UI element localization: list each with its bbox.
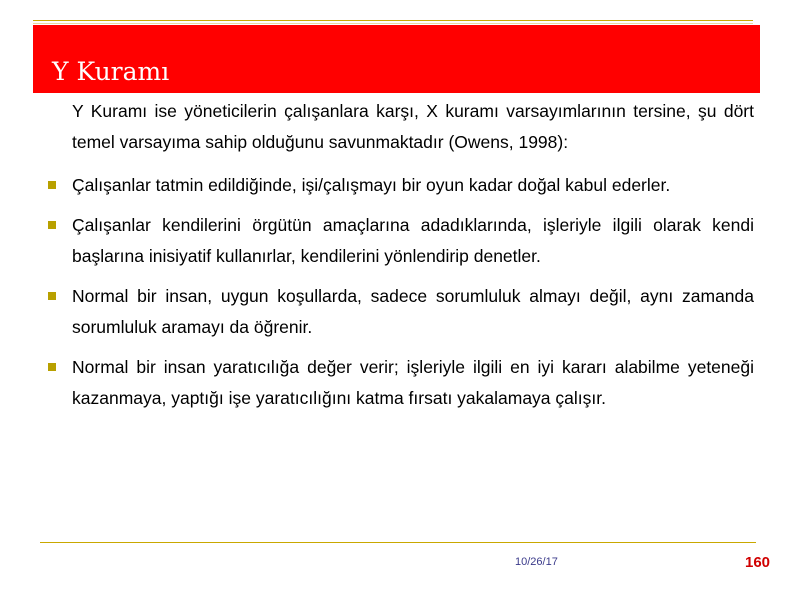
slide-content	[44, 96, 754, 423]
footer-date: 10/26/17	[515, 556, 558, 568]
bullet-text: Çalışanlar tatmin edildiğinde, işi/çalışmayı bir oyun kadar doğal kabul ederler.	[72, 175, 671, 195]
bullet-text: Normal bir insan, uygun koşullarda, sadece sorumluluk almayı değil, aynı zamanda sorumluluk aramayı da öğrenir.	[72, 286, 754, 337]
bullet-text: Normal bir insan yaratıcılığa değer verir; işleriyle ilgili en iyi kararı alabilme yeteneği kazanmaya, yaptığı işe yaratıcılığını katma fırsatı yakalamaya çalışır.	[72, 357, 754, 408]
bullet-item	[44, 352, 754, 414]
square-bullet-icon	[48, 221, 56, 229]
square-bullet-icon	[48, 181, 56, 189]
square-bullet-icon	[48, 292, 56, 300]
intro-paragraph: Y Kuramı ise yöneticilerin çalışanlara karşı, X kuramı varsayımlarının tersine, şu dört temel varsayıma sahip olduğunu savunmaktadır (Owens, 1998):	[72, 101, 754, 152]
bottom-rule	[40, 542, 756, 543]
top-rule	[33, 20, 753, 21]
bullet-item	[44, 170, 754, 201]
top-rule-secondary	[33, 23, 753, 24]
bullet-item	[44, 281, 754, 343]
page-number: 160	[745, 554, 771, 571]
bullet-text: Çalışanlar kendilerini örgütün amaçlarına adadıklarında, işleriyle ilgili olarak kendi başlarına inisiyatif kullanırlar, kendilerini yönlendirip denetler.	[72, 215, 754, 266]
bullet-item	[44, 210, 754, 272]
slide-title: Y Kuramı	[52, 57, 170, 86]
square-bullet-icon	[48, 363, 56, 371]
